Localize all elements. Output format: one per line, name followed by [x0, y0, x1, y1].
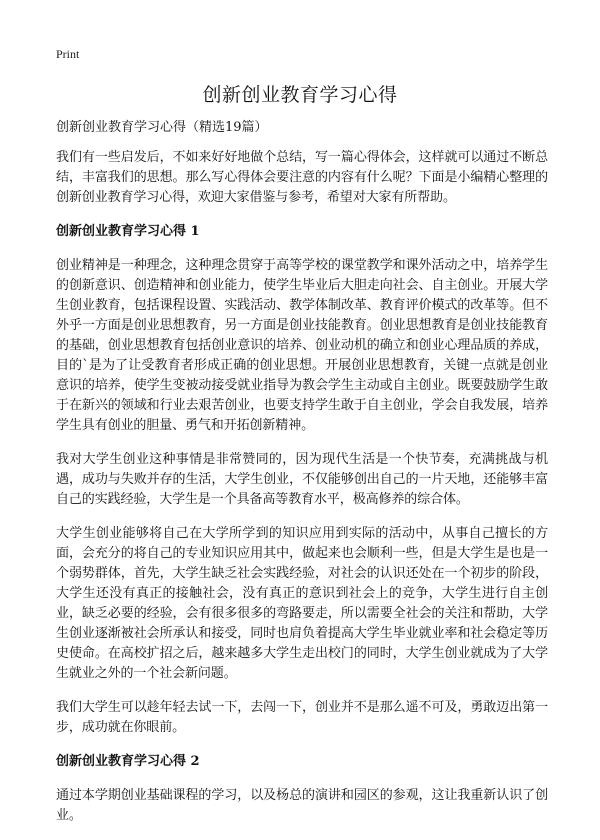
section-2-paragraph-1: 通过本学期创业基础课程的学习，以及杨总的演讲和园区的参观，这让我重新认识了创业。 — [56, 788, 548, 823]
section-heading-1: 创新创业教育学习心得 1 — [56, 224, 200, 239]
page-title: 创新创业教育学习心得 — [202, 84, 398, 106]
section-1-paragraph-4: 我们大学生可以趁年轻去试一下，去闯一下，创业并不是那么遥不可及，勇敢迈出第一步，成功就在你眼前。 — [56, 700, 548, 735]
intro-paragraph: 我们有一些启发后，不如来好好地做个总结，写一篇心得体会，这样就可以通过不断总结，丰富我们的思想。那么写心得体会要注意的内容有什么呢？下面是小编精心整理的创新创业教育学习心得，欢迎大家借鉴与参考，希望对大家有所帮助。 — [56, 150, 548, 205]
section-heading-2: 创新创业教育学习心得 2 — [56, 754, 200, 769]
section-1-paragraph-3: 大学生创业能够将自己在大学所学到的知识应用到实际的活动中，从事自己擅长的方面，会充分的将自己的专业知识应用其中，做起来也会顺利一些，但是大学生是也是一个弱势群体，首先，大学生缺乏社会实践经验，对社会的认识还处在一个初步的阶段，大学生还没有真正的接触社会，没有真正的意识到社会上的竞争，大学生进行自主创业，缺乏必要的经验，会有很多很多的弯路要走，所以需要全社会的关注和帮助，大学生创业逐渐被社会所承认和接受，同时也肩负着提高大学生毕业就业率和社会稳定等历史使命。在高校扩招之后，越来越多大学生走出校门的同时，大学生创业就成为了大学生就业之外的一个社会新问题。 — [56, 526, 548, 681]
document-body — [56, 118, 548, 840]
section-1-paragraph-2: 我对大学生创业这种事情是非常赞同的，因为现代生活是一个快节奏，充满挑战与机遇，成功与失败并存的生活，大学生创业，不仅能够创出自己的一片天地，还能够丰富自己的实践经验，大学生是一个具备高等教育水平，极高修养的综合体。 — [56, 452, 548, 507]
print-link[interactable]: Print — [56, 47, 80, 61]
section-1-paragraph-1: 创业精神是一种理念，这种理念贯穿于高等学校的课堂教学和课外活动之中，培养学生的创新意识、创造精神和创业能力，使学生毕业后大胆走向社会、自主创业。开展大学生创业教育，包括课程设置、实践活动、教学体制改革、教育评价模式的改革等。但不外乎一方面是创业思想教育，另一方面是创业技能教育。创业思想教育是创业技能教育的基础，创业思想教育包括创业意识的培养、创业动机的确立和创业心理品质的养成，目的`是为了让受教育者形成正确的创业思想。开展创业思想教育，关键一点就是创业意识的培养，使学生变被动接受就业指导为教会学生主动或自主创业。既要鼓励学生敢于在新兴的领域和行业去艰苦创业，也要支持学生敢于自主创业，学会自我发展，培养学生具有创业的胆量、勇气和开拓创新精神。 — [56, 258, 548, 433]
document-subtitle: 创新创业教育学习心得（精选19篇） — [56, 120, 268, 135]
